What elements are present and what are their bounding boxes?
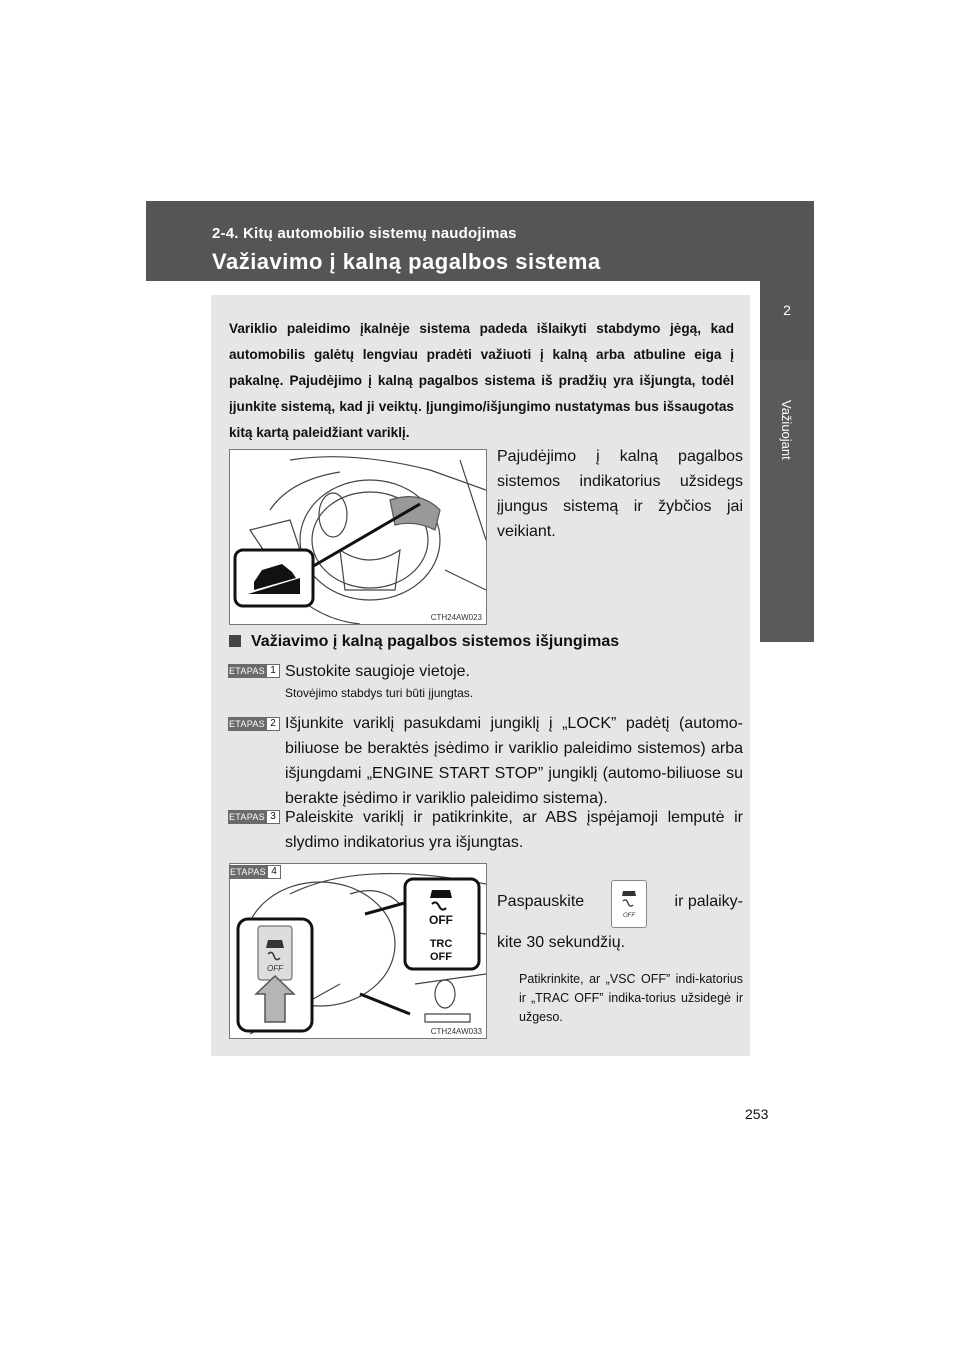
section-heading bbox=[229, 633, 619, 651]
indicator-description: Pajudėjimo į kalną pagalbos sistemos indikatorius užsidegs įjungus sistemą ir žybčios jai veikiant. bbox=[497, 448, 743, 540]
vsc-off-button-label: OFF bbox=[267, 964, 283, 973]
chapter-name: Važiuojant bbox=[779, 400, 794, 460]
step-4-line-1 bbox=[497, 878, 743, 926]
section-heading-text: Važiavimo į kalną pagalbos sistemos išjungimas bbox=[251, 633, 620, 650]
step-1-text: Sustokite saugioje vietoje. bbox=[285, 663, 470, 680]
trc-off-indicator: OFF bbox=[430, 951, 452, 963]
vsc-switch-illustration bbox=[229, 863, 487, 1039]
trc-indicator-label: TRC bbox=[429, 938, 453, 950]
console-drawing bbox=[230, 864, 486, 1038]
step-2-text: Išjunkite variklį pasukdami jungiklį į „LOCK” padėtį (automo-biliuose be beraktės įsėdimo ir variklio paleidimo sistemos) arba išjungdami „ENGINE START STOP” jungiklį (automo-biliuose su berakte įsėdimo ir variklio paleidimo sistema). bbox=[285, 715, 743, 807]
figure-code: CTH24AW023 bbox=[430, 613, 482, 622]
step-number: 1 bbox=[266, 664, 280, 678]
step-label: ETAPAS bbox=[229, 812, 265, 822]
step-badge-4 bbox=[229, 865, 280, 879]
dashboard-drawing bbox=[230, 450, 486, 624]
step-4-text-before: Paspauskite bbox=[497, 893, 585, 910]
step-label: ETAPAS bbox=[229, 719, 265, 729]
vsc-off-switch-label: OFF bbox=[623, 913, 636, 919]
step-label: ETAPAS bbox=[230, 867, 266, 877]
step-number: 3 bbox=[266, 810, 280, 824]
step-number: 4 bbox=[267, 865, 281, 879]
chapter-tab bbox=[760, 360, 814, 642]
step-3-text: Paleiskite variklį ir patikrinkite, ar ABS įspėjamoji lemputė ir slydimo indikatorius yra išjungtas. bbox=[285, 809, 743, 851]
step-4-text-line-2: kite 30 sekundžių. bbox=[497, 934, 626, 951]
step-4-text-after: ir palaiky- bbox=[674, 893, 743, 910]
square-bullet-icon bbox=[229, 635, 241, 647]
figure-code: CTH24AW033 bbox=[430, 1027, 482, 1036]
chapter-number: 2 bbox=[783, 302, 791, 318]
step-1-note: Stovėjimo stabdys turi būti įjungtas. bbox=[285, 686, 474, 700]
page-number: 253 bbox=[745, 1106, 769, 1122]
vsc-off-indicator: OFF bbox=[429, 913, 453, 927]
step-number: 2 bbox=[266, 717, 280, 731]
page-title: Važiavimo į kalną pagalbos sistema bbox=[212, 249, 601, 274]
step-4-note: Patikrinkite, ar „VSC OFF” indi-katorius ir „TRAC OFF” indika-torius užsidegė ir užgeso. bbox=[519, 972, 743, 1024]
intro-paragraph: Variklio paleidimo įkalnėje sistema padeda išlaikyti stabdymo jėgą, kad automobilis galėtų lengviau pradėti važiuoti į kalną arba atbuline eiga į pakalnę. Pajudėjimo į kalną pagalbos sistema iš pradžių yra išjungta, todėl įjunkite sistemą, kad ji veiktų. Įjungimo/išjungimo nustatymas bus išsaugotas kitą kartą paleidžiant variklį. bbox=[229, 321, 734, 440]
section-subtitle: 2-4. Kitų automobilio sistemų naudojimas bbox=[212, 225, 517, 242]
step-badge-1 bbox=[228, 664, 279, 678]
step-badge-3 bbox=[228, 810, 279, 824]
step-label: ETAPAS bbox=[229, 666, 265, 676]
step-4-instructions bbox=[497, 878, 743, 1027]
dashboard-illustration bbox=[229, 449, 487, 625]
chapter-tab-number-block bbox=[760, 281, 814, 360]
vsc-off-switch-icon bbox=[611, 880, 647, 928]
section-header bbox=[146, 201, 814, 281]
step-badge-2 bbox=[228, 717, 279, 731]
